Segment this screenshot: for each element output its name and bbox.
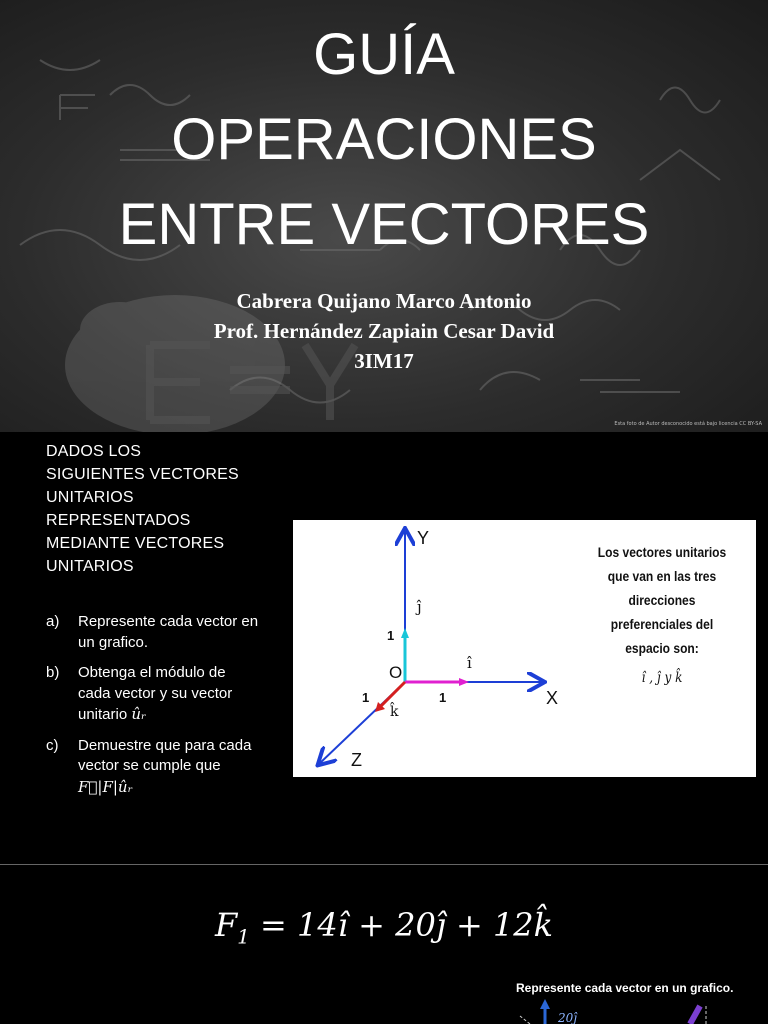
x-axis-label: X xyxy=(546,688,559,708)
caption-line: espacio son: xyxy=(625,640,699,656)
identity-math: F⃗|F|ûᵣ xyxy=(78,777,133,796)
item-label: a) xyxy=(46,613,60,630)
item-text: Obtenga el módulo de cada vector y su vector unitario ûᵣ xyxy=(78,664,233,723)
equation-rhs: = 14î + 20ĵ + 12k̂ xyxy=(249,906,554,944)
item-label: b) xyxy=(46,664,60,681)
caption-line: que van en las tres xyxy=(607,568,717,584)
exercise-slide xyxy=(0,866,768,1024)
i-label: î xyxy=(467,654,472,672)
list-item xyxy=(46,663,261,726)
mini-graph xyxy=(0,866,768,1024)
slide-divider xyxy=(0,864,768,865)
list-item xyxy=(46,736,261,799)
caption-line: preferenciales del xyxy=(610,616,714,632)
y-tick-label: 1 xyxy=(387,628,395,643)
unit-vector-math: ûᵣ xyxy=(131,705,147,723)
author-name: Cabrera Quijano Marco Antonio xyxy=(236,289,532,313)
task-list xyxy=(46,612,261,808)
heading-line: UNITARIOS xyxy=(46,489,134,506)
z-axis-label: Z xyxy=(351,750,362,770)
slide-title xyxy=(0,22,768,277)
heading-line: REPRESENTADOS xyxy=(46,512,191,529)
authors-block xyxy=(0,286,768,376)
figure-caption xyxy=(584,540,741,690)
k-label: k̂ xyxy=(390,704,399,720)
mini-graph-label: 20ĵ xyxy=(558,1011,577,1024)
heading-line: SIGUIENTES VECTORES xyxy=(46,466,239,483)
group-code: 3IM17 xyxy=(354,349,414,373)
equation-lhs: F xyxy=(214,906,238,944)
caption-line: direcciones xyxy=(628,592,696,608)
unit-vectors-figure xyxy=(293,520,756,777)
i-arrowhead xyxy=(459,678,469,686)
professor-name: Prof. Hernández Zapiain Cesar David xyxy=(213,319,555,343)
equation-subscript: 1 xyxy=(237,924,250,949)
origin-label: O xyxy=(389,663,403,682)
heading-line: DADOS LOS xyxy=(46,443,142,460)
item-text: Demuestre que para cada vector se cumple que F⃗|F|ûᵣ xyxy=(78,736,252,796)
list-item xyxy=(46,612,261,653)
photo-credit: Esta foto de Autor desconocido está bajo licencia CC BY-SA xyxy=(614,421,762,427)
y-axis-label: Y xyxy=(417,528,430,548)
heading-line: UNITARIOS xyxy=(46,558,134,575)
caption-vectors: î , ĵ y k̂ xyxy=(641,670,683,686)
z-tick-label: 1 xyxy=(362,690,370,705)
x-tick-label: 1 xyxy=(439,690,447,705)
instructions-slide xyxy=(0,434,768,864)
title-line-1: GUÍA xyxy=(313,22,455,87)
heading-line: MEDIANTE VECTORES xyxy=(46,535,225,552)
item-label: c) xyxy=(46,736,59,754)
j-label: ĵ xyxy=(417,598,422,616)
item-text: Represente cada vector en un grafico. xyxy=(78,613,259,651)
title-line-2: OPERACIONES xyxy=(171,107,597,172)
caption-line: Los vectores unitarios xyxy=(597,544,727,560)
slide-heading xyxy=(46,440,266,578)
j-arrowhead xyxy=(401,628,409,638)
title-slide xyxy=(0,0,768,432)
mini-slide-title: Represente cada vector en un grafico. xyxy=(516,981,734,995)
title-line-3: ENTRE VECTORES xyxy=(118,192,650,257)
